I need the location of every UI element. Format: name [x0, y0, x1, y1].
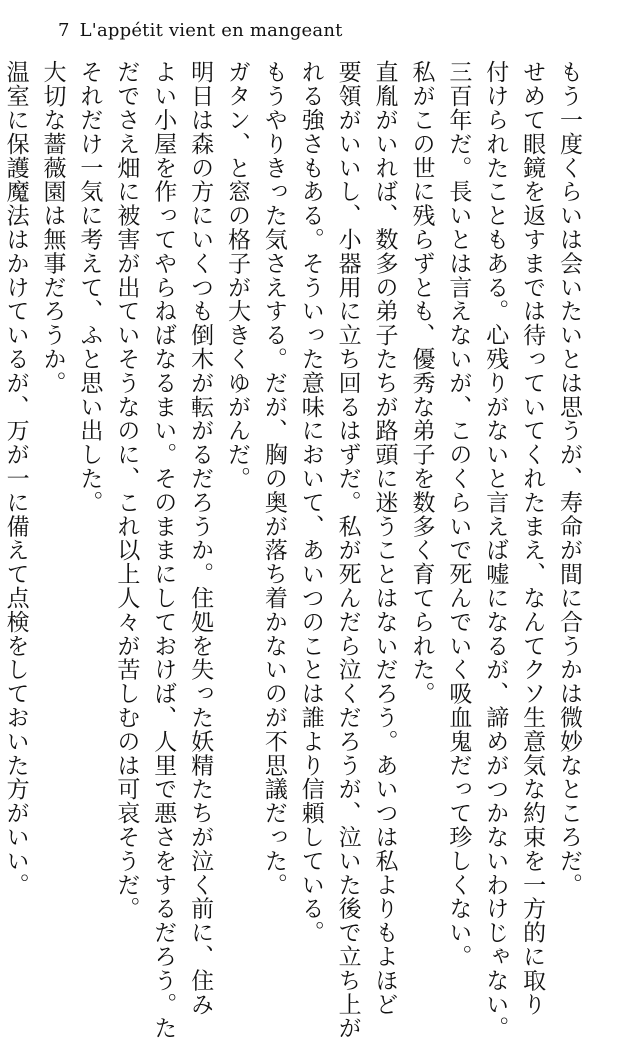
text-column: だでさえ畑に被害が出ていそうなのに、これ以上人々が苦しむのは可哀そうだ。: [113, 60, 140, 921]
text-column: 温室に保護魔法はかけているが、万が一に備えて点検をしておいた方がいい。: [2, 60, 29, 897]
text-column: ガタン、と窓の格子が大きくゆがんだ。: [223, 60, 250, 491]
book-title: L'appétit vient en mangeant: [79, 20, 343, 41]
text-column: もう一度くらいは会いたいとは思うが、寿命が間に合うかは微妙なところだ。: [556, 60, 582, 897]
text-column: よい小屋を作ってやらねばなるまい。そのままにしておけば、人里で悪さをするだろう。た: [150, 60, 177, 1040]
text-column: 付けられたこともある。心残りがないと言えば嘘になるが、諦めがつかないわけじゃない。: [482, 60, 509, 1040]
text-column: もうやりきった気さえする。だが、胸の奥が落ち着かないのが不思議だった。: [260, 60, 287, 897]
text-column: それだけ一気に考えて、ふと思い出した。: [76, 60, 103, 515]
vertical-text-body: [2, 60, 582, 1040]
text-column: せめて眼鏡を返すまでは待っていてくれたまえ、なんてクソ生意気な約束を一方的に取り: [519, 60, 546, 1016]
text-column: 私がこの世に残らずとも、優秀な弟子を数多く育てられた。: [408, 60, 435, 706]
text-column: 大切な薔薇園は無事だろうか。: [39, 60, 66, 395]
text-column: 要領がいいし、小器用に立ち回るはずだ。私が死んだら泣くだろうが、泣いた後で立ち上が: [334, 60, 361, 1040]
text-column: れる強さもある。そういった意味において、あいつのことは誰より信頼している。: [297, 60, 324, 945]
text-column: 明日は森の方にいくつも倒木が転がるだろうか。住処を失った妖精たちが泣く前に、住み: [187, 60, 214, 1016]
page-number: 7: [58, 20, 70, 41]
page-header: [58, 20, 343, 41]
text-column: 直胤がいれば、数多の弟子たちが路頭に迷うことはないだろう。あいつは私よりもよほど: [371, 60, 398, 1016]
text-column: 三百年だ。長いとは言えないが、このくらいで死んでいく吸血鬼だって珍しくない。: [445, 60, 472, 969]
